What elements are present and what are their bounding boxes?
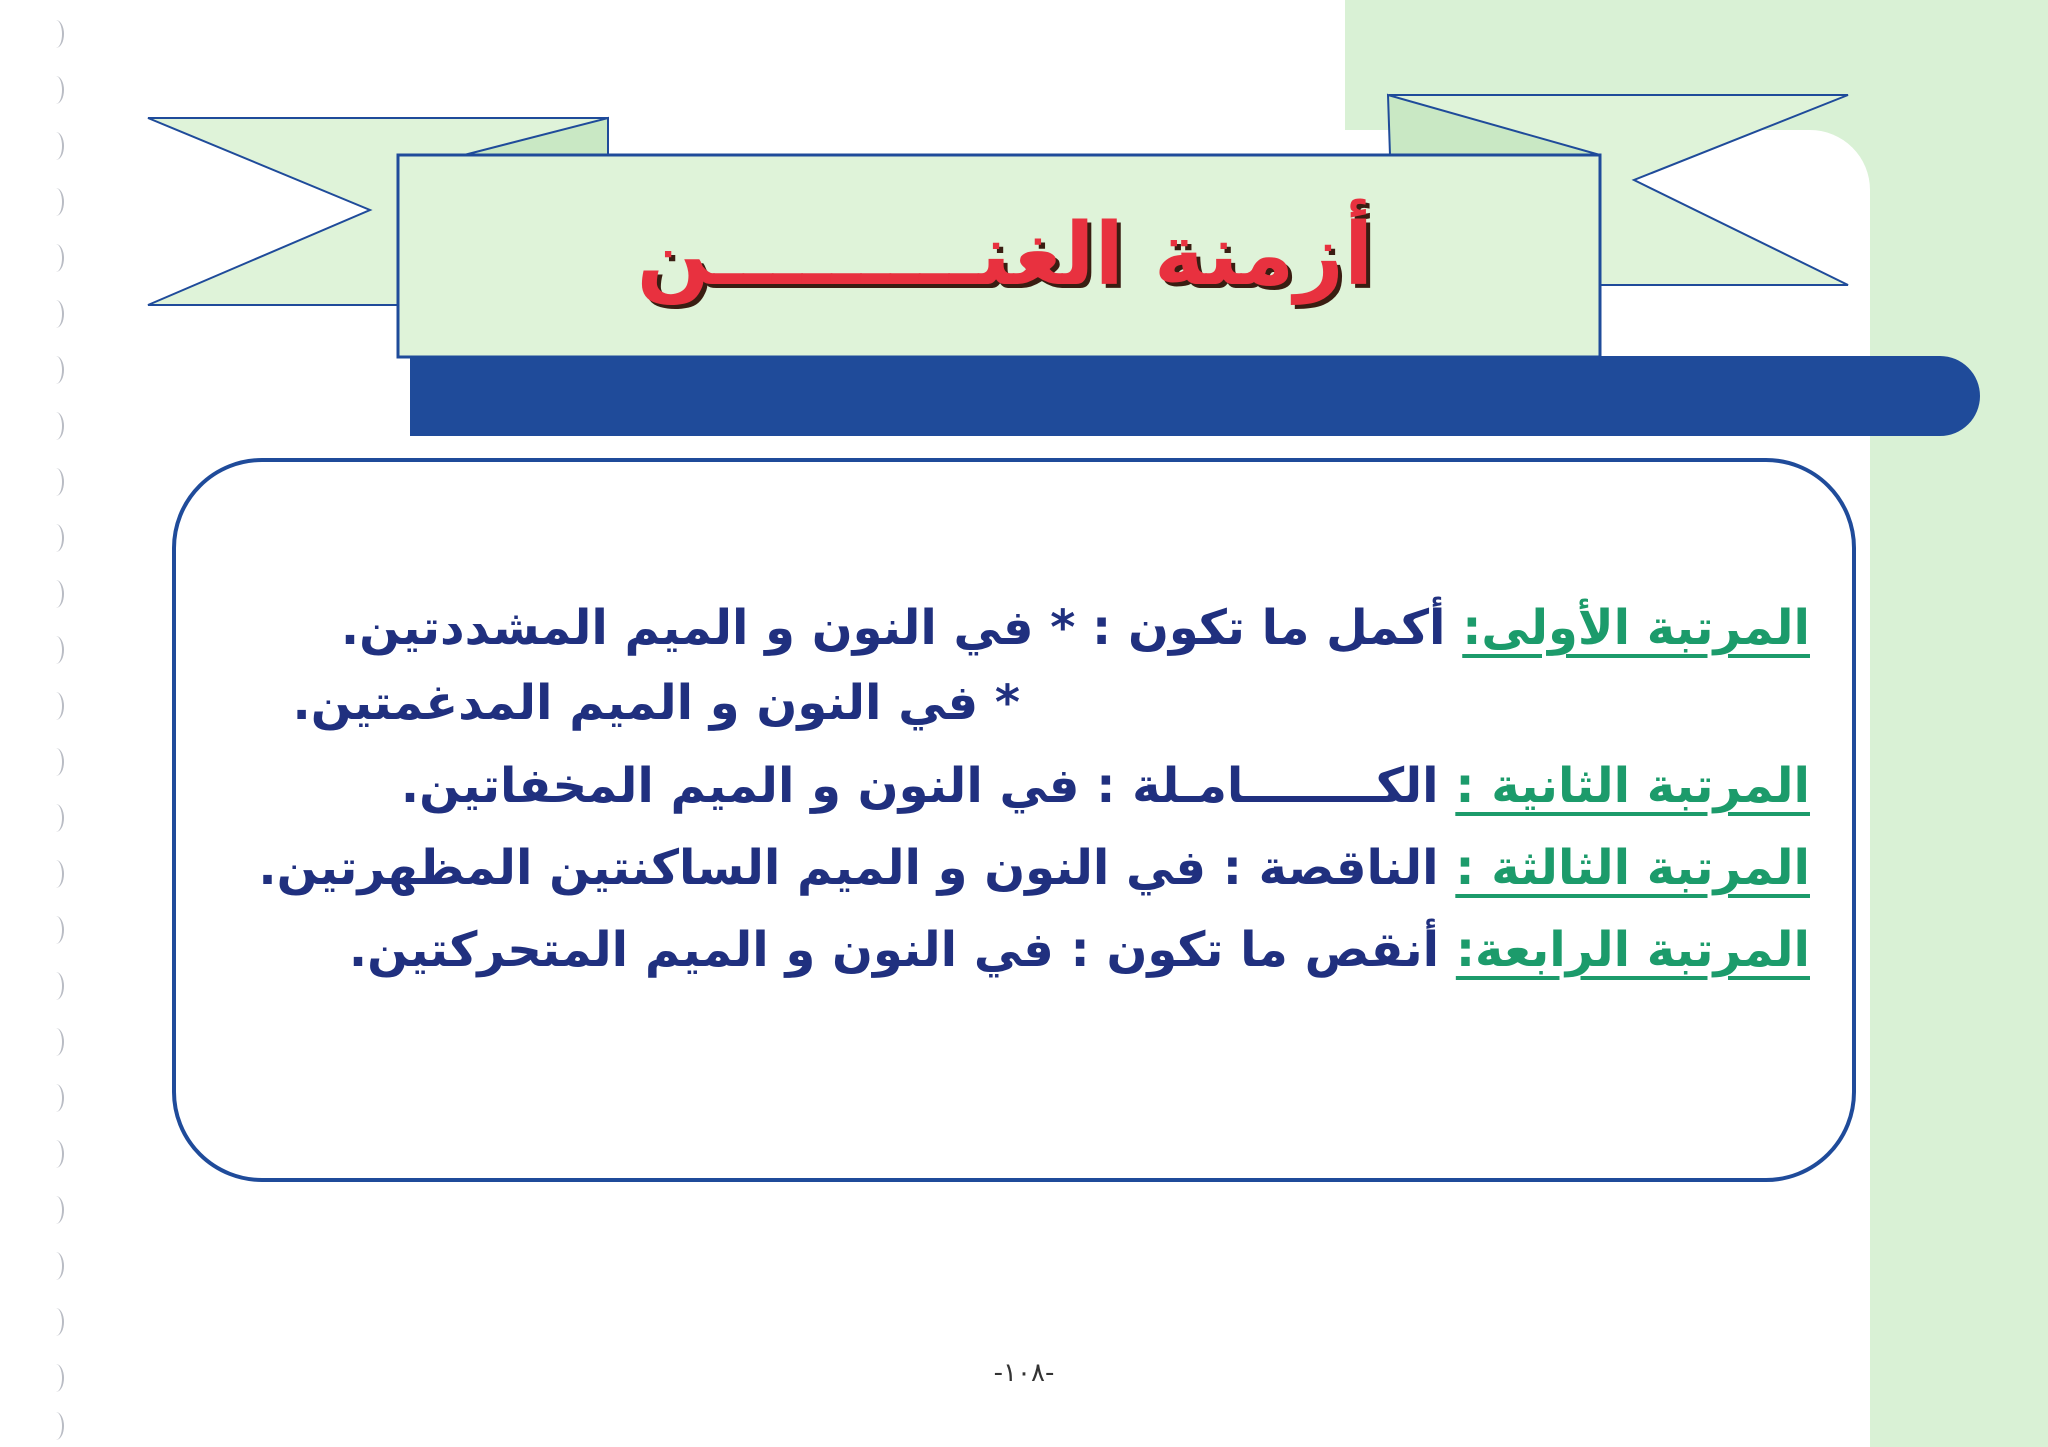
rank-text: * في النون و الميم المدغمتين. [292, 675, 1020, 731]
rank-label: المرتبة الأولى: [1462, 600, 1810, 656]
content-frame [172, 458, 1856, 1182]
rank-label: المرتبة الثانية : [1455, 758, 1810, 814]
rank-label: المرتبة الرابعة: [1455, 922, 1810, 978]
title-underline-bar [410, 356, 1980, 436]
rank-text: الكــــــــامـلة : في النون و الميم المخفاتين. [400, 758, 1439, 814]
rank-text: الناقصة : في النون و الميم الساكنتين المظهرتين. [258, 840, 1439, 896]
rank-fourth [349, 922, 1810, 978]
rank-label: المرتبة الثالثة : [1455, 840, 1810, 896]
page-title: أزمنة الغنـــــــــن [636, 205, 1374, 305]
rank-text: أنقص ما تكون : في النون و الميم المتحركتين. [348, 922, 1440, 978]
rank-first [341, 600, 1810, 656]
page-number: -١٠٨- [993, 1358, 1055, 1388]
rank-first-continued [293, 675, 1020, 731]
rank-third [258, 840, 1810, 896]
rank-text: أكمل ما تكون : * في النون و الميم المشددتين. [340, 600, 1446, 656]
rank-second [401, 758, 1810, 814]
